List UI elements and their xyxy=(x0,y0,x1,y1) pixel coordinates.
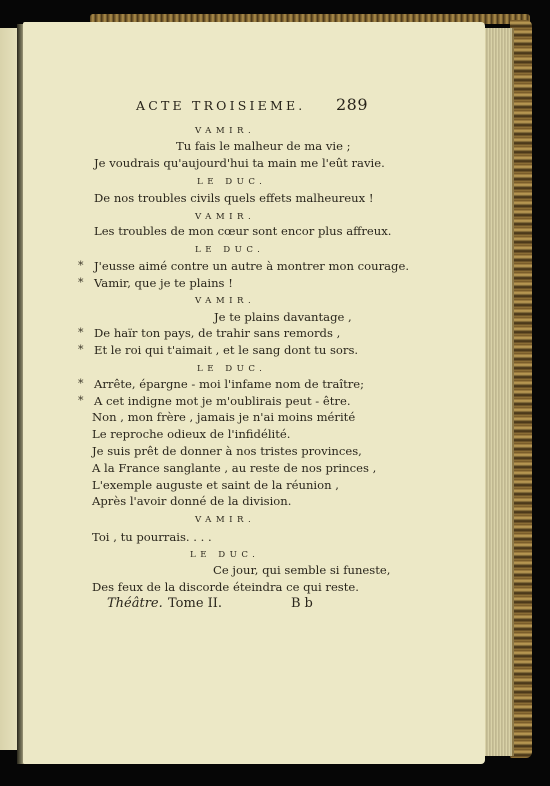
verse-line: De haïr ton pays, de trahir sans remords , xyxy=(94,326,341,340)
speaker-label: VAMIR. xyxy=(195,296,256,306)
page-number: 289 xyxy=(336,95,369,114)
running-title: ACTE TROISIEME. xyxy=(136,98,306,113)
speaker-label: LE DUC. xyxy=(195,245,265,255)
verse-line: Après l'avoir donné de la division. xyxy=(92,494,292,508)
margin-marker: * xyxy=(78,377,84,390)
facing-page-edge xyxy=(0,28,18,750)
speaker-label: VAMIR. xyxy=(195,212,256,222)
margin-marker: * xyxy=(78,276,84,289)
page-stack-edge xyxy=(485,28,514,756)
speaker-label: LE DUC. xyxy=(190,550,260,560)
footer-signature: Bb xyxy=(291,596,317,611)
verse-line: Non , mon frère , jamais je n'ai moins mérité xyxy=(92,410,356,424)
verse-line: Des feux de la discorde éteindra ce qui reste. xyxy=(92,580,359,594)
footer-volume: Tome II. xyxy=(168,596,223,611)
margin-marker: * xyxy=(78,326,84,339)
verse-line: Toi , tu pourrais. . . . xyxy=(92,530,212,544)
verse-line: Je suis prêt de donner à nos tristes provinces, xyxy=(92,444,362,458)
page-header xyxy=(136,95,396,119)
verse-line: De nos troubles civils quels effets malheureux ! xyxy=(94,191,374,205)
speaker-label: VAMIR. xyxy=(195,126,256,136)
margin-marker: * xyxy=(78,343,84,356)
verse-line: Vamir, que je te plains ! xyxy=(94,276,233,290)
speaker-label: LE DUC. xyxy=(197,177,267,187)
verse-line: L'exemple auguste et saint de la réunion , xyxy=(92,478,339,492)
verse-line: Ce jour, qui semble si funeste, xyxy=(213,563,391,577)
verse-line: A cet indigne mot je m'oublirais peut - être. xyxy=(94,394,351,408)
verse-line: Je te plains davantage , xyxy=(214,310,352,324)
verse-line: Tu fais le malheur de ma vie ; xyxy=(176,139,351,153)
margin-marker: * xyxy=(78,394,84,407)
verse-line: Les troubles de mon cœur sont encor plus affreux. xyxy=(94,224,392,238)
verse-line: Le reproche odieux de l'infidélité. xyxy=(92,427,291,441)
verse-line: Et le roi qui t'aimait , et le sang dont tu sors. xyxy=(94,343,359,357)
speaker-label: LE DUC. xyxy=(197,364,267,374)
speaker-label: VAMIR. xyxy=(195,515,256,525)
verse-line: Je voudrais qu'aujourd'hui ta main me l'eût ravie. xyxy=(94,156,385,170)
margin-marker: * xyxy=(78,259,84,272)
verse-line: A la France sanglante , au reste de nos princes , xyxy=(92,461,377,475)
verse-line: Arrête, épargne - moi l'infame nom de traître; xyxy=(94,377,365,391)
verse-line: J'eusse aimé contre un autre à montrer mon courage. xyxy=(94,259,410,273)
footer-title: Théâtre. xyxy=(107,596,163,611)
